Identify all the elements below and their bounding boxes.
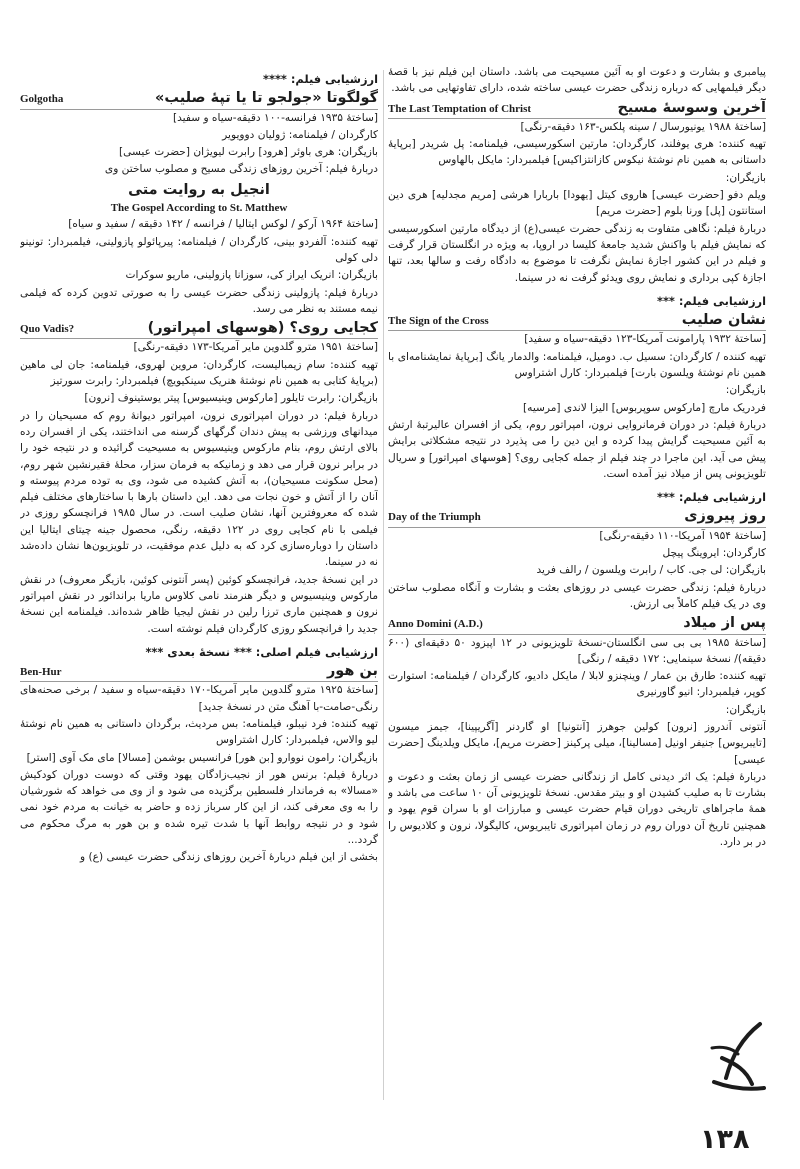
film-about: دربارهٔ فیلم: در دوران امپراتوری نرون، امپراتور دیوانهٔ روم که مسیحیان را در میدانهای ورزشی به پیش دندان گرگهای گرسنه می انداختند، یکی از افسران رده بالای ارتش روم، بنام مارکوس وینیسیوس به مسیحیت گرائیده و در نتیجه خود را در برابر نرون قرار می دهد و زمانیکه به فرمان سزار، محلهٔ فقیرنشین شهر روم، (محل سکونت مسیحیان)، به آتش کشیده می شود، وی به توده مردم پیوسته و آنان را از آتش و خون نجات می دهد. این داستان بارها با ساختارهای مختلف فیلم شده که معروفترین آنها، نشان صلیب است. در سال ۱۹۸۵ فرانچسکو روزی در فیلمی با نام کجایی روی در ۱۲۲ دقیقه، رنگی، محصول جینه چیتای ایتالیا این داستان را دوباره‌سازی کرد که به دلیل عدم موفقیت، در تلویزیون‌ها نشان داده‌شد نه در سینما. [20,409,378,569]
film-info: [ساختهٔ ۱۹۲۵ مترو گلدوین مایر آمریکا-۱۷۰ دقیقه-سیاه و سفید / برخی صحنه‌های رنگی-صامت-با آهنگ متن در نسخهٔ جدید] [20,684,378,713]
film-about: دربارهٔ فیلم: یک اثر دیدنی کامل از زندگانی حضرت عیسی از زمان بعثت و دعوت و بشارت تا به صلیب کشیدن او و بیتر مقدس. نسخهٔ تلویزیونی آن ۱۰ ساعت می باشد و همهٔ ماجراهای تاریخی دوران قیام حضرت عیسی و مبارزات او با سران قوم یهود و همچنین تاریخ آن دوران روم در زمان امپراتوری تایبریوس، کالیگولا، نرون و کلادیوس را در بر دارد. [388,770,766,849]
film-title-row [388,312,766,331]
film-about: دربارهٔ فیلم: آخرین روزهای زندگی مسیح و مصلوب ساختن وی [104,163,378,176]
film-title-fa: نشان صلیب [681,312,766,329]
film-entry [20,320,378,637]
film-about: دربارهٔ فیلم: زندگی حضرت عیسی در روزهای بعثت و بشارت و آنگاه مصلوب ساختن وی در یک فیلم کاملاً بی ارزش. [388,581,766,610]
film-title-row [388,508,766,527]
film-cast-label: بازیگران: [725,703,766,716]
film-title-row [20,320,378,339]
film-title-row [388,100,766,119]
film-info: [ساختهٔ ۱۹۵۱ مترو گلدوین مایر آمریکا-۱۷۳ دقیقه-رنگی] [133,341,378,354]
film-title-en: The Last Temptation of Christ [388,102,532,115]
film-title-fa: پس از میلاد [683,615,766,632]
film-title-fa: روز پیروزی [684,508,766,525]
film-title-en: The Sign of the Cross [388,315,489,328]
film-rating: ارزشیابی فیلم: *** [657,293,766,308]
film-title-row [388,615,766,634]
film-crew: تهیه کننده: آلفردو بینی، کارگردان / فیلمنامه: پیرپائولو پازولینی، فیلمبردار: تونینو دلی کولی [20,235,378,264]
film-title-row [20,663,378,682]
film-title-fa: آخرین وسوسهٔ مسیح [617,99,766,116]
film-title-en: Ben-Hur [20,666,62,679]
film-info: [ساختهٔ ۱۹۳۵ فرانسه-۱۰۰ دقیقه-سیاه و سفید] [172,111,378,124]
film-crew: تهیه کننده: طارق بن عمار / وینچنزو لابلا / مایکل دادیو، کارگردان / فیلمنامه: استوارت کوپر، فیلمبردار: انیو گاورنیری [388,670,766,699]
film-entry [20,182,378,317]
film-entry [388,615,766,850]
film-cast-label: بازیگران: [725,171,766,184]
right-column [388,64,766,1104]
film-entry [20,71,378,178]
film-info: [ساختهٔ ۱۹۸۸ یونیورسال / سینه پلکس-۱۶۳ دقیقه-رنگی] [520,120,766,133]
film-crew: تهیه کننده: سام زیمبالیست، کارگردان: مروین لهروی، فیلمنامه: جان لی ماهین (برپایهٔ کتابی به همین نام نوشتهٔ هنریک سینکیویچ) فیلمبردار: رابرت سورتیز [20,358,378,388]
film-cast: بازیگران: رابرت تایلور [مارکوس وینیسیوس] پیتر یوستینوف [نرون] [84,392,378,405]
film-cast: آنتونی آندروز [نرون] کولین جوهرز [آنتونیا] او گاردنر [آگریپینا]، جیمز میسون [تایبریوس] جنیفر اونیل [مسالینا]، میلی پرکینز [حضرت مریم]، مایکل ویلدینگ [حضرت عیسی] [388,720,766,766]
film-title-row [20,90,378,109]
film-cast: بازیگران: هری باوئر [هرود] رابرت لیویژان [حضرت عیسی] [119,146,378,159]
magazine-logo [702,1018,772,1100]
film-crew: کارگردان: ایروینگ پیچل [662,547,766,560]
film-about: دربارهٔ فیلم: در دوران فرمانروایی نرون، امپراتور روم، یکی از افسران عالیرتبهٔ ارتش به آئین مسیحیت گرایش پیدا کرده و این دین را می پذیرد در نتیجه مشکلاتی برایش پیش می آید. این ماجرا در چند فیلم از جمله کجایی روی؟ [هوسهای امپراتور] و سریال تلویزیونی پس از میلاد نیز آمده است. [388,418,766,480]
page-number: ۱۳۸ [700,1124,750,1155]
film-entry [388,100,766,286]
film-crew: تهیه کننده: هری یوفلند، کارگردان: مارتین اسکورسیسی، فیلمنامه: پل شریدر [برپایهٔ داستانی به همین نام نوشتهٔ نیکوس کازانتزاکیس] فیلمبردار: مایکل بالهاوس [388,138,766,167]
film-entry [388,293,766,482]
film-rating: ارزشیابی فیلم اصلی: *** نسخهٔ بعدی *** [145,644,378,659]
film-entry [20,644,378,866]
film-extra: در این نسخهٔ جدید، فرانچسکو کوئین (پسر آنتونی کوئین، بازیگر معروف) در نقش مارکوس وینیسیوس و دیگر هنرمند نامی کلاوس ماریا براندائور در نقش امپراتور نرون و همچنین ماری ترزا رلین در نقش لیجیا ظاهر شده‌اند. فیلمنامه این نسخهٔ جدید را فرانچسکو روزی کارگردان فیلم نوشته است. [20,573,378,635]
film-info: [ساختهٔ ۱۹۳۲ پارامونت آمریکا-۱۲۳ دقیقه-سیاه و سفید] [524,333,766,346]
film-info: [ساختهٔ ۱۹۶۴ آرکو / لوکس ایتالیا / فرانسه / ۱۴۲ دقیقه / سفید و سیاه] [68,218,378,231]
film-title-en: Golgotha [20,93,64,106]
film-info: [ساختهٔ ۱۹۵۴ آمریکا-۱۱۰ دقیقه-رنگی] [599,529,766,542]
film-crew: تهیه کننده: فرد نیبلو، فیلمنامه: بس مردیث، برگردان داستانی به همین نام نوشتهٔ لیو والاس، فیلمبردار: کارل اشتراوس [20,717,378,747]
film-extra: بخشی از این فیلم دربارهٔ آخرین روزهای زندگی حضرت عیسی (ع) و [80,851,378,864]
intro-paragraph: پیامبری و بشارت و دعوت او به آئین مسیحیت می باشد. داستان این فیلم نیز با قصهٔ دیگر فیلمهایی که درباره زندگی حضرت عیسی ساخته شده، دارای تفاوتهایی می باشد. [388,66,766,95]
film-rating: ارزشیابی فیلم: *** [657,490,766,505]
film-title-fa: گولگوتا «جولجو تا یا تپهٔ صلیب» [154,90,378,107]
film-title-fa: کجایی روی؟ (هوسهای امپراتور) [147,320,378,337]
film-entry [388,489,766,612]
film-cast-label: بازیگران: [725,384,766,397]
film-title-en: Anno Domini (A.D.) [388,618,483,631]
film-cast: بازیگران: رامون نووارو [بن هور] فرانسیس بوشمن [مسالا] مای مک آوی [استر] [26,751,378,764]
left-column [20,64,378,1104]
film-title-fa: بن هور [326,663,378,680]
film-about: دربارهٔ فیلم: پازولینی زندگی حضرت عیسی را به صورتی تدوین کرده که فیلمی نیمه مستند به نظر می رسد. [20,286,378,315]
film-title-fa: انجیل به روایت متی [128,181,270,198]
column-divider [383,70,384,1100]
film-cast: بازیگران: انریک ایراز کی، سوزانا پازولینی، ماریو سوکرات [125,269,378,282]
film-cast: فردریک مارچ [مارکوس سوپربوس] الیزا لاندی [مرسیه] [523,401,766,414]
film-crew: تهیه کننده / کارگردان: سسیل ب. دومیل، فیلمنامه: والدمار یانگ [برپایهٔ نمایشنامه‌ای با همین نام نوشتهٔ ویلسون بارت] فیلمبردار: کارل اشتراوس [388,350,766,380]
film-title-en: The Gospel According to St. Matthew [110,202,288,215]
film-title-en: Quo Vadis? [20,323,75,336]
film-title-en: Day of the Triumph [388,511,481,524]
film-rating: ارزشیابی فیلم: **** [263,72,378,86]
film-cast: ویلم دفو [حضرت عیسی] هاروی کیتل [یهودا] باربارا هرشی [مریم مجدلیه] هری دین استانتون [پل] ورنا بلوم [حضرت مریم] [388,189,766,218]
film-crew: کارگردان / فیلمنامه: ژولیان دوویویر [222,128,378,141]
film-info: [ساختهٔ ۱۹۸۵ بی بی سی انگلستان-نسخهٔ تلویزیونی در ۱۲ اپیزود ۵۰ دقیقه‌ای (۶۰۰ دقیقه)/ نسخهٔ سینمایی: ۱۷۲ دقیقه / رنگی] [388,636,766,665]
film-about: دربارهٔ فیلم: نگاهی متفاوت به زندگی حضرت عیسی(ع) از دیدگاه مارتین اسکورسیسی که نمایش فیلم با واکنش شدید جامعهٔ کلیسا در اروپا، به ویژه در انگلستان قرار گرفت و فیلم در این کشور اجازهٔ نمایش نگرفت تا موضوع به دادگاه رفت و سالها بعد، تنها اجازهٔ کپی برداری و نمایش روی ویدئو گرفت نه در سینما. [388,222,766,284]
film-about: دربارهٔ فیلم: برنس هور از نجیب‌زادگان یهود وقتی که دوست دوران کودکیش «مسالا» به فرماندار فلسطین برگزیده می شود و از وی می خواهد که شورشیان را به وی معرفی کند، از این کار سرباز زده و حاضر به خیانت به مردم خود نمی شود و در نتیجه روابط آنها با شدت تیره شده و بن هور به مرگ محکوم می گردد... [20,768,378,847]
film-cast: بازیگران: لی جی. کاب / رابرت ویلسون / رالف فرید [536,564,766,577]
